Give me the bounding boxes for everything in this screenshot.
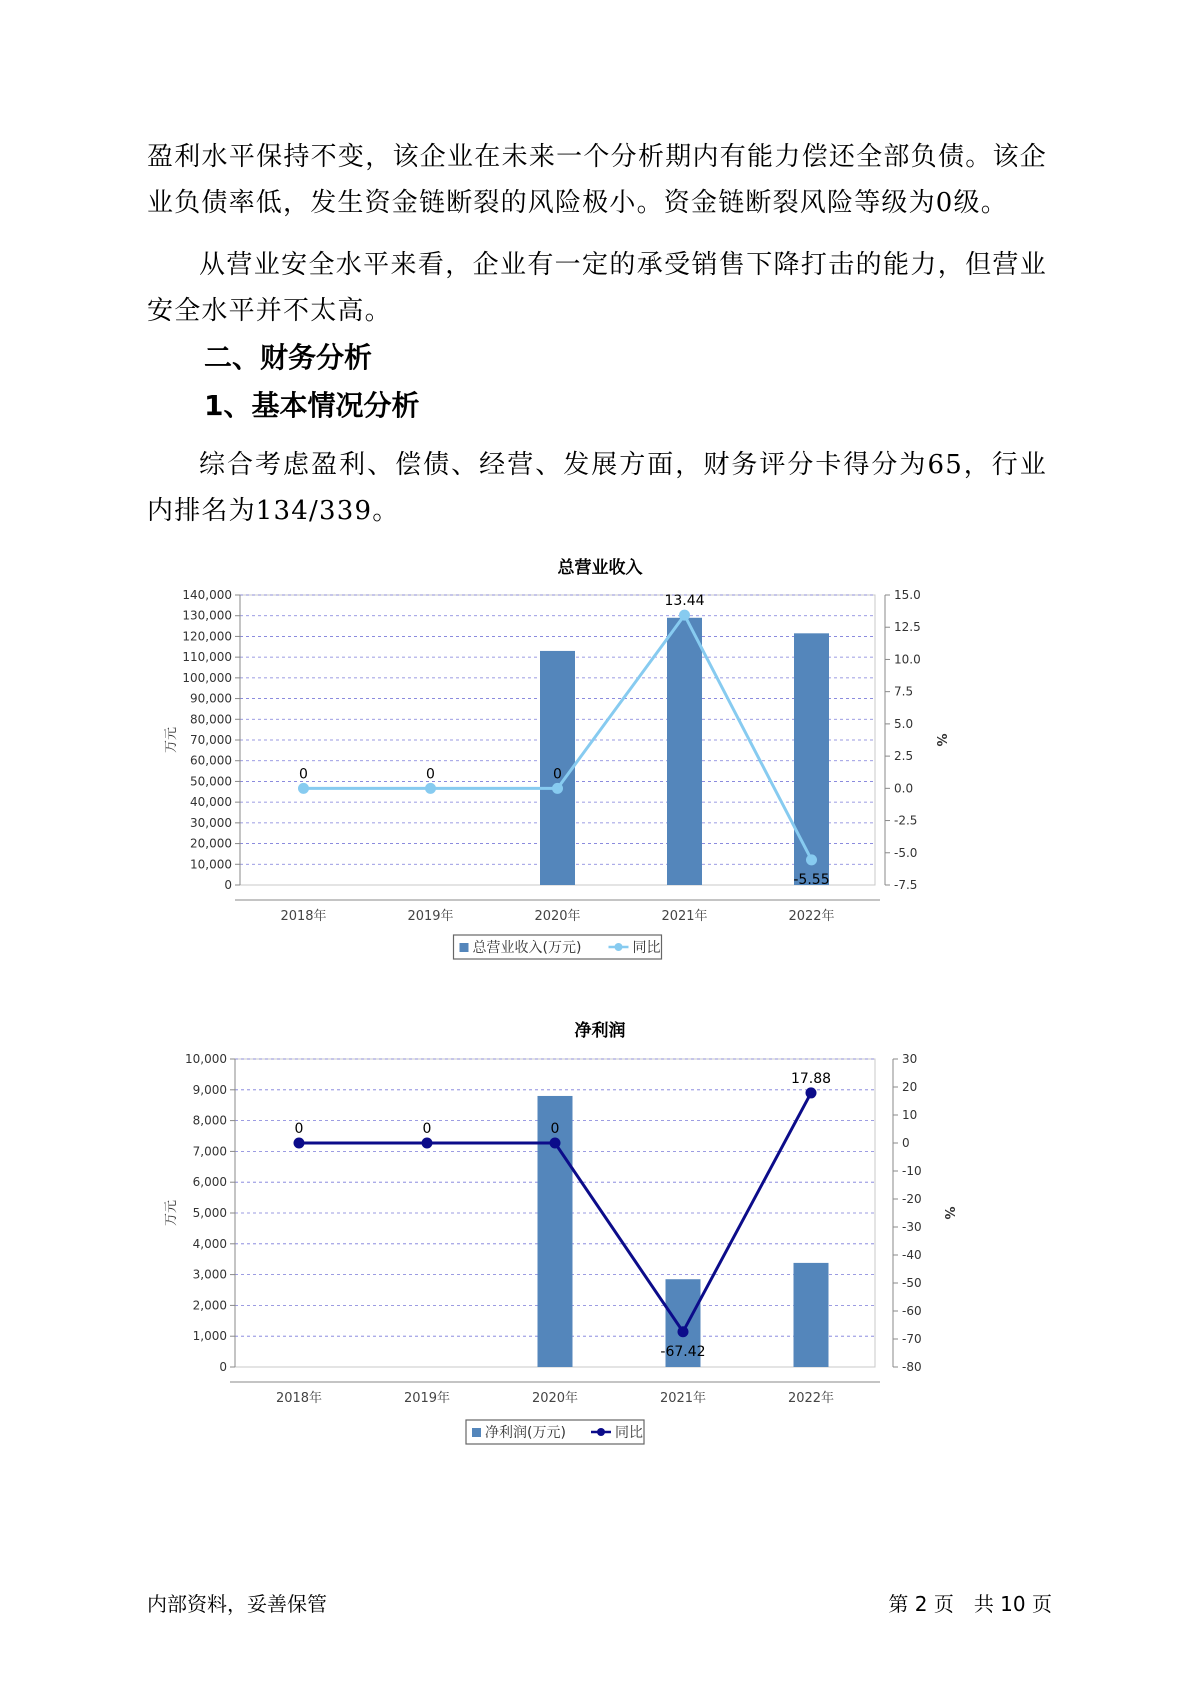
y2-tick-label: 5.0 [894,716,914,731]
y-tick-label: 5,000 [192,1206,227,1220]
y-axis-label: 万元 [164,1199,179,1227]
y2-tick-label: -70 [902,1332,922,1346]
yoy-point [806,1087,817,1098]
data-label: -67.42 [660,1343,706,1360]
y-tick-label: 120,000 [182,629,232,644]
data-label: 0 [553,766,562,783]
y-tick-label: 80,000 [190,712,232,727]
revenue-chart [160,545,1040,975]
data-label: 0 [294,1121,304,1137]
y-tick-label: 4,000 [192,1236,227,1251]
y-tick-label: 140,000 [182,588,232,602]
y-tick-label: 100,000 [182,670,232,685]
legend-bar-label: 总营业收入(万元) [472,940,582,956]
y-tick-label: 7,000 [192,1144,227,1159]
x-tick-label: 2018年 [280,909,327,924]
y2-tick-label: -7.5 [894,878,918,892]
y2-tick-label: 0 [902,1136,910,1150]
x-tick-label: 2020年 [531,1391,579,1406]
subsection-heading: 1、基本情况分析 [204,389,420,422]
data-label: -5.55 [793,871,830,888]
y-tick-label: 1,000 [192,1329,227,1344]
y-tick-label: 40,000 [190,795,232,810]
footer-page-number: 第 2 页 共 10 页 [888,1592,1052,1616]
y2-tick-label: -20 [902,1192,922,1206]
y-tick-label: 3,000 [192,1267,227,1282]
yoy-point [298,783,309,794]
paragraph-score: 综合考虑盈利、偿债、经营、发展方面，财务评分卡得分为65，行业内排名为134/339。 [147,450,1047,526]
yoy-point [294,1138,305,1149]
data-label: 0 [422,1121,432,1137]
footer-confidential: 内部资料，妥善保管 [147,1592,327,1616]
legend-line-label: 同比 [615,1425,643,1441]
y2-axis-label: % [933,733,948,747]
y2-tick-label: 10.0 [894,652,921,667]
y-tick-label: 9,000 [192,1082,227,1097]
bar [794,1263,829,1367]
section-heading: 二、财务分析 [204,341,373,374]
y2-tick-label: 20 [902,1080,918,1094]
chart-title: 净利润 [574,1021,626,1041]
legend-bar-label: 净利润(万元) [485,1425,566,1441]
y-tick-label: 90,000 [190,691,232,706]
y2-tick-label: 15.0 [894,588,921,602]
x-tick-label: 2019年 [403,1391,451,1406]
paragraph-risk: 盈利水平保持不变，该企业在未来一个分析期内有能力偿还全部负债。该企业负债率低，发生资金链断裂的风险极小。资金链断裂风险等级为0级。 [147,142,1047,218]
revenue-chart-plot [160,575,1040,975]
yoy-point [678,1326,689,1337]
net-profit-chart [160,1008,1040,1441]
legend-line-marker [597,1428,605,1436]
y-tick-label: 70,000 [190,733,232,747]
y-axis-label: 万元 [164,726,179,754]
y2-tick-label: -2.5 [894,813,918,828]
y2-tick-label: -30 [902,1220,922,1234]
y-tick-label: 6,000 [192,1175,227,1190]
y2-tick-label: -50 [902,1276,922,1290]
data-label: 13.44 [664,593,705,610]
y-tick-label: 8,000 [192,1113,227,1128]
x-tick-label: 2018年 [275,1391,323,1406]
yoy-point [422,1138,433,1149]
data-label: 0 [299,766,308,783]
net-profit-chart-plot [160,1038,1040,1448]
y2-tick-label: -10 [902,1164,922,1178]
y2-axis-label: % [941,1206,956,1220]
y-tick-label: 130,000 [182,608,232,623]
x-tick-label: 2020年 [534,909,581,924]
y-tick-label: 0 [224,878,232,892]
y-tick-label: 50,000 [190,774,232,789]
y-tick-label: 60,000 [190,753,232,768]
y2-tick-label: 10 [902,1108,918,1122]
y2-tick-label: 12.5 [894,620,921,635]
x-tick-label: 2021年 [661,909,708,924]
y2-tick-label: 7.5 [894,684,914,699]
legend-bar-swatch [472,1428,481,1437]
y2-tick-label: -80 [902,1360,922,1374]
y-tick-label: 30,000 [190,815,232,830]
yoy-point [806,854,817,865]
y2-tick-label: -40 [902,1248,922,1262]
bar [667,618,702,885]
y2-tick-label: -5.0 [894,845,918,860]
yoy-point [552,783,563,794]
y-tick-label: 10,000 [190,857,232,872]
legend-line-label: 同比 [632,940,661,956]
yoy-point [425,783,436,794]
y2-tick-label: 30 [902,1052,918,1066]
y2-tick-label: 0.0 [894,781,914,796]
data-label: 0 [426,766,435,783]
chart-title: 总营业收入 [557,558,643,578]
legend-bar-swatch [460,943,469,952]
y-tick-label: 20,000 [190,836,232,851]
x-tick-label: 2022年 [787,1391,835,1406]
x-tick-label: 2022年 [788,909,835,924]
y2-tick-label: -60 [902,1304,922,1318]
legend-line-marker [615,943,623,951]
x-tick-label: 2021年 [659,1391,707,1406]
y-tick-label: 0 [219,1360,227,1374]
y2-tick-label: 2.5 [894,749,914,764]
y-tick-label: 2,000 [192,1298,227,1313]
data-label: 0 [550,1121,560,1137]
yoy-point [679,610,690,621]
paragraph-operating-safety: 从营业安全水平来看，企业有一定的承受销售下降打击的能力，但营业安全水平并不太高。 [147,250,1047,326]
yoy-point [550,1138,561,1149]
y-tick-label: 10,000 [185,1052,227,1066]
data-label: 17.88 [790,1070,832,1087]
bar [794,633,829,885]
x-tick-label: 2019年 [407,909,454,924]
y-tick-label: 110,000 [182,650,232,665]
